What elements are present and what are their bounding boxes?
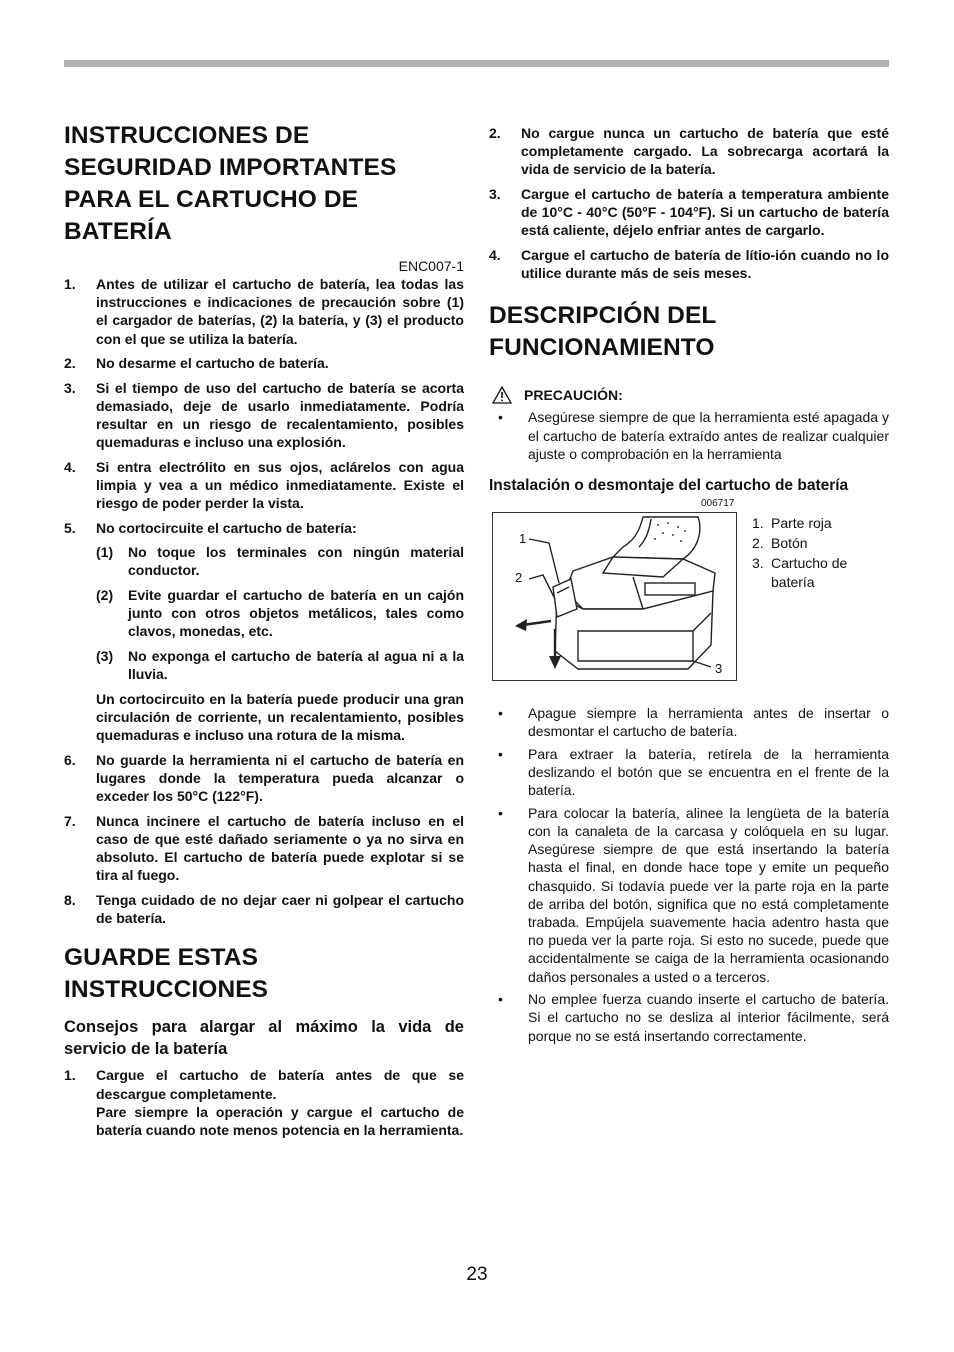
- sub-item-number: (1): [96, 544, 114, 561]
- item-number: 1.: [64, 1067, 76, 1084]
- sub-list-item: [96, 586, 464, 641]
- legend-number: 3.: [752, 555, 764, 572]
- legend-number: 1.: [752, 515, 764, 532]
- bullet-item: • Para colocar la batería, alinee la lengüeta de la batería con la canaleta de la carcasa y colóquela en su lugar. Asegúrese siempre de que está insertando la batería hasta el final, en donde hace tope y emite un pequeño chasquido. Si todavía puede ver la parte roja en la parte de arriba del botón, significa que no está completamente trabada. Empújela suavemente hacia adentro hasta que no pueda ver la parte roja. Si esto no sucede, puede que accidentalmente se caiga de la herramienta ocasionando daños personales a usted o a terceros.: [489, 804, 889, 986]
- legend-text: Cartucho de batería: [771, 555, 848, 590]
- sub-item-number: (3): [96, 648, 114, 664]
- short-circuit-note: Un cortocircuito en la batería puede producir una gran circulación de corriente, un recalentamiento, posibles quemaduras e incluso una rotura de la misma.: [96, 690, 464, 744]
- sub-item-text: No exponga el cartucho de batería al agua ni a la lluvia.: [128, 648, 464, 683]
- item-text: No cortocircuite el cartucho de batería:: [96, 520, 357, 536]
- tips-list-continued: [489, 124, 889, 282]
- bullet-item: • No emplee fuerza cuando inserte el cartucho de batería. Si el cartucho no se desliza al interior fácilmente, será porque no se está insertando correctamente.: [489, 990, 889, 1045]
- right-column: [489, 124, 889, 1049]
- item-number: 7.: [64, 812, 76, 829]
- operation-bullets: [489, 704, 889, 1045]
- doc-code: ENC007-1: [398, 258, 464, 274]
- legend-item: [752, 554, 892, 590]
- item-text: Cargue el cartucho de batería antes de que se descargue completamente.: [96, 1067, 464, 1102]
- page-number: 23: [466, 1264, 488, 1285]
- legend-item: [752, 534, 892, 552]
- list-item: [489, 246, 889, 282]
- item-text: No desarme el cartucho de batería.: [96, 355, 329, 372]
- warning-triangle-icon: [492, 386, 512, 404]
- left-column: [64, 120, 464, 1146]
- tips-title: Consejos para alargar al máximo la vida de servicio de la batería: [64, 1018, 464, 1059]
- figure-code: 006717: [701, 498, 735, 510]
- legend-text: Botón: [771, 535, 808, 552]
- item-number: 2.: [64, 355, 76, 372]
- save-instructions-title: GUARDE ESTAS INSTRUCCIONES: [64, 944, 269, 1004]
- figure-legend: [752, 514, 892, 593]
- bullet-item: • Asegúrese siempre de que la herramienta esté apagada y el cartucho de batería extraído antes de realizar cualquier ajuste o comprobación en la herramienta: [489, 408, 889, 463]
- legend-number: 2.: [752, 535, 764, 552]
- caution-label: PRECAUCIÓN:: [524, 387, 623, 404]
- item-extra-text: Pare siempre la operación y cargue el cartucho de batería cuando note menos potencia en la herramienta.: [96, 1103, 464, 1139]
- item-number: 8.: [64, 892, 76, 908]
- bullet-item: • Apague siempre la herramienta antes de insertar o desmontar el cartucho de batería.: [489, 704, 889, 740]
- item-text: No guarde la herramienta ni el cartucho de batería en lugares donde la temperatura pueda alcanzar o exceder los 50°C (122°F).: [96, 751, 464, 805]
- safety-title: INSTRUCCIONES DE SEGURIDAD IMPORTANTES PARA EL CARTUCHO DE BATERÍA: [64, 122, 397, 245]
- item-number: 6.: [64, 751, 76, 768]
- item-number: 1.: [64, 276, 76, 292]
- item-text: Si entra electrólito en sus ojos, aclárelos con agua limpia y vea a un médico inmediatamente. Existe el riesgo de poder perder la vista.: [96, 459, 464, 512]
- item-text: Antes de utilizar el cartucho de batería, lea todas las instrucciones e indicaciones de precaución sobre (1) el cargador de baterías, (2) la batería, y (3) el producto con el que se utiliza la batería.: [96, 276, 464, 347]
- item-text: No cargue nunca un cartucho de batería que esté completamente cargado. La sobrecarga acortará la vida de servicio de la batería.: [521, 125, 889, 178]
- callout-2: 2: [515, 570, 523, 586]
- item-text: Tenga cuidado de no dejar caer ni golpear el cartucho de batería.: [96, 892, 464, 927]
- item-number: 4.: [64, 459, 76, 475]
- list-item: [64, 751, 464, 806]
- item-number: 5.: [64, 520, 76, 536]
- item-number: 2.: [489, 125, 501, 141]
- item-number: 3.: [489, 186, 501, 202]
- figure: [489, 498, 889, 677]
- safety-list: [64, 275, 464, 927]
- sub-item-number: (2): [96, 587, 114, 603]
- legend-text: Parte roja: [771, 515, 832, 532]
- callout-1: 1: [519, 531, 527, 547]
- sub-list-item: [96, 543, 464, 579]
- list-item: [64, 1066, 464, 1139]
- list-item: [489, 185, 889, 240]
- list-item: [489, 124, 889, 179]
- list-item: [64, 458, 464, 513]
- battery-illustration: [492, 512, 737, 681]
- list-item: [64, 275, 464, 348]
- sub-item-text: Evite guardar el cartucho de batería en un cajón junto con otros objetos metálicos, tales como clavos, monedas, etc.: [128, 587, 464, 640]
- item-text: Si el tiempo de uso del cartucho de batería se acorta demasiado, deje de usarlo inmediatamente. Podría resultar en un riesgo de recalentamiento, posibles quemaduras e incluso una explosión.: [96, 379, 464, 451]
- item-text: Cargue el cartucho de batería de lítio-ión cuando no lo utilice durante más de seis meses.: [521, 247, 889, 282]
- drill-battery-drawing: [493, 513, 737, 681]
- list-item: [64, 812, 464, 885]
- header-rule: [64, 60, 889, 67]
- list-item: [64, 379, 464, 452]
- callout-3: 3: [715, 661, 723, 677]
- sub-item-text: No toque los terminales con ningún material conductor.: [128, 544, 464, 579]
- caution-heading: [489, 386, 889, 404]
- tips-list: [64, 1066, 464, 1139]
- item-number: 3.: [64, 379, 76, 396]
- caution-list: [489, 408, 889, 463]
- item-text: Cargue el cartucho de batería a temperatura ambiente de 10°C - 40°C (50°F - 104°F). Si un cartucho de batería está caliente, déjelo enfriar antes de cargarlo.: [521, 186, 889, 239]
- bullet-item: • Para extraer la batería, retírela de la herramienta deslizando el botón que se encuentra en el frente de la batería.: [489, 745, 889, 800]
- item-text: Nunca incinere el cartucho de batería incluso en el caso de que esté dañado seriamente o ya no sirva en absoluto. El cartucho de batería puede explotar si se tira al fuego.: [96, 812, 464, 884]
- item-number: 4.: [489, 247, 501, 263]
- list-item: [64, 354, 464, 372]
- sub-list: [96, 543, 464, 683]
- description-title: DESCRIPCIÓN DEL FUNCIONAMIENTO: [489, 302, 717, 362]
- install-title: Instalación o desmontaje del cartucho de batería: [489, 477, 849, 495]
- sub-list-item: [96, 647, 464, 683]
- list-item: [64, 891, 464, 927]
- legend-item: [752, 514, 892, 532]
- list-item: [64, 519, 464, 744]
